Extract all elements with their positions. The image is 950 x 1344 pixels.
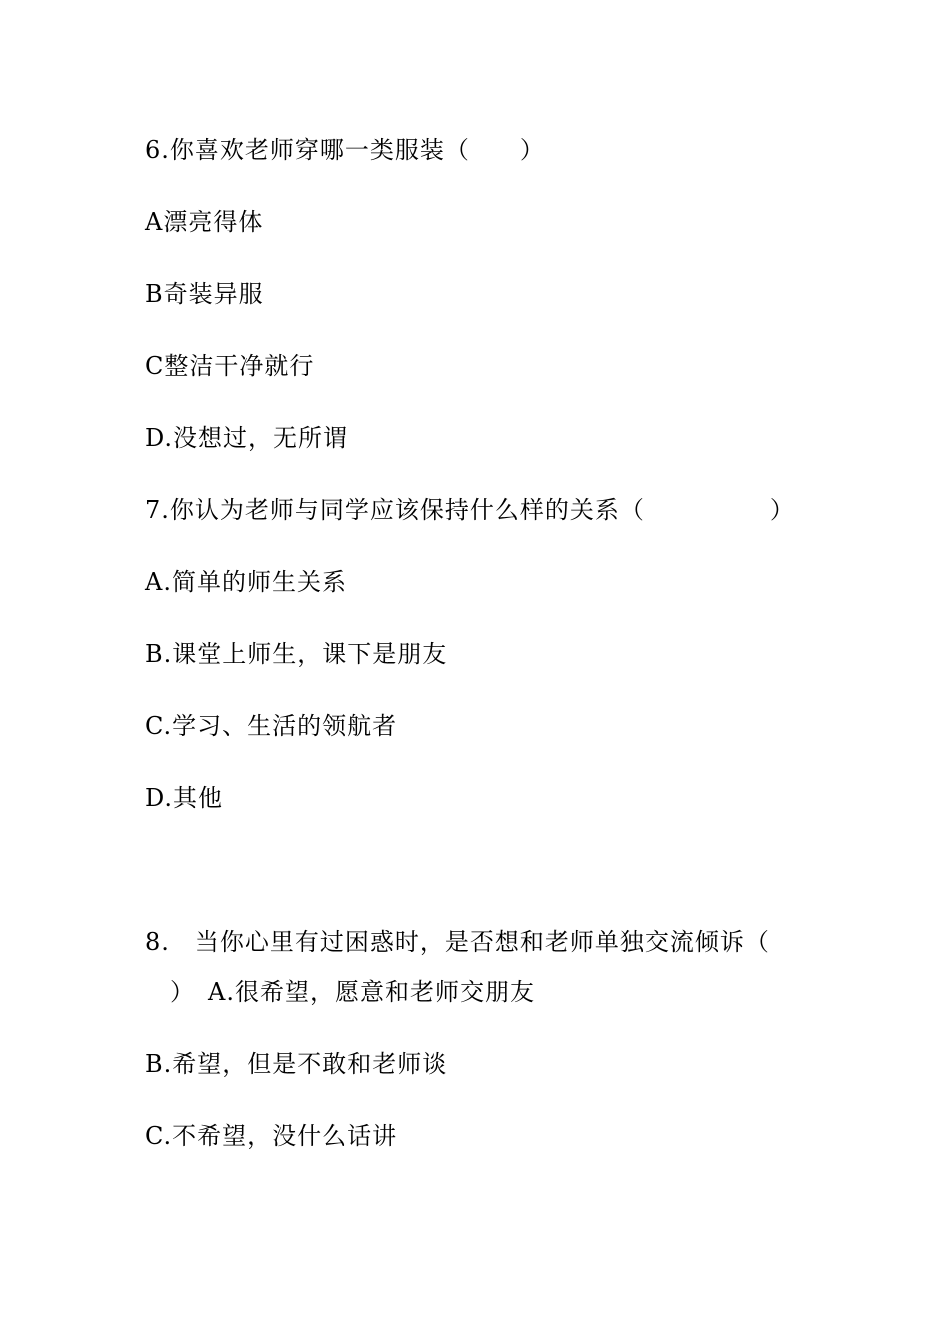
- question-8-text-line2: ） A.很希望，愿意和老师交朋友: [145, 978, 535, 1006]
- question-7-text: 7.你认为老师与同学应该保持什么样的关系（ ）: [145, 496, 795, 524]
- question-6-text: 6.你喜欢老师穿哪一类服装（ ）: [145, 136, 545, 164]
- question-6-option-c: C整洁干净就行: [145, 352, 315, 380]
- question-6-option-a: A漂亮得体: [145, 208, 264, 236]
- question-7-option-d: D.其他: [145, 784, 224, 812]
- question-7-option-b: B.课堂上师生，课下是朋友: [145, 640, 448, 668]
- question-6-option-b: B奇装异服: [145, 280, 264, 308]
- question-8-text-line1: 8. 当你心里有过困惑时，是否想和老师单独交流倾诉（: [145, 928, 770, 956]
- question-8-option-b: B.希望，但是不敢和老师谈: [145, 1050, 448, 1078]
- question-7-option-a: A.简单的师生关系: [145, 568, 347, 596]
- question-8-option-c: C.不希望，没什么话讲: [145, 1122, 398, 1150]
- question-7-option-c: C.学习、生活的领航者: [145, 712, 398, 740]
- question-6-option-d: D.没想过，无所谓: [145, 424, 349, 452]
